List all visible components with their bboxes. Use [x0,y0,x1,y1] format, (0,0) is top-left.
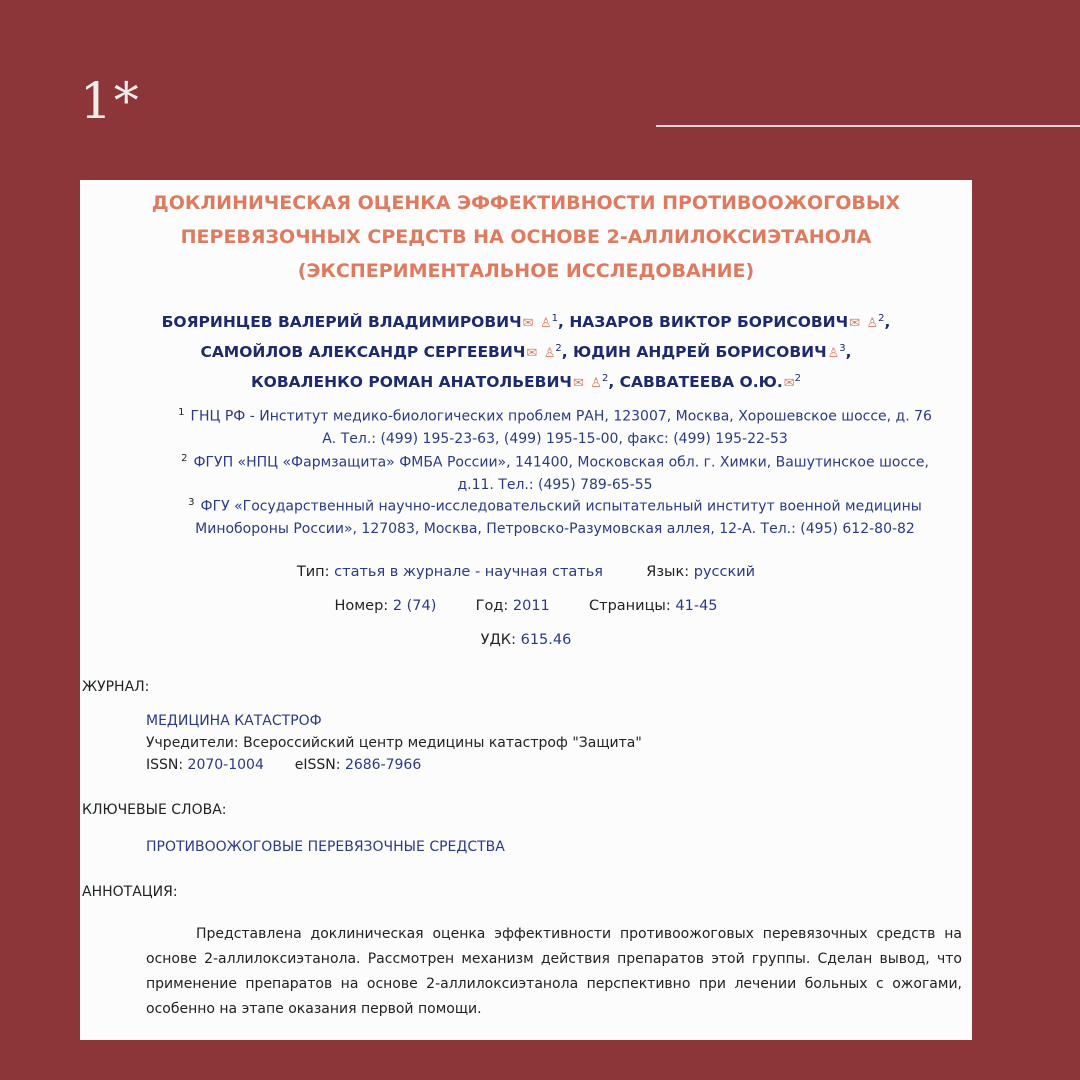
affiliation-3: $^3$ ФГУ «Государственный научно-исследовательский испытательный институт военной медицины Минобороны России», 127083, Москва, Петровско-Разумовская аллея, 12-А. Тел.: (495) 612-80-82 [188,497,922,537]
authors-list: БОЯРИНЦЕВ ВАЛЕРИЙ ВЛАДИМИРОВИЧ✉ ♙$^1$, НАЗАРОВ ВИКТОР БОРИСОВИЧ✉ ♙$^2$, САМОЙЛОВ АЛЕКСАНДР СЕРГЕЕВИЧ✉ ♙$^2$, ЮДИН АНДРЕЙ БОРИСОВИЧ♙$^3$, КОВАЛЕНКО РОМАН АНАТОЛЬЕВИЧ✉ ♙$^2$, САВВАТЕЕВА О.Ю.✉$^2$ [161,313,891,392]
title-line: (ЭКСПЕРИМЕНТАЛЬНОЕ ИССЛЕДОВАНИЕ) [297,260,755,282]
person-icon[interactable]: ♙ [827,346,840,362]
person-icon[interactable]: ♙ [590,376,602,392]
keywords-heading: КЛЮЧЕВЫЕ СЛОВА: [82,802,227,818]
meta-udc-row: УДК: 615.46 [480,632,572,648]
affiliation-2: $^2$ ФГУП «НПЦ «Фармзащита» ФМБА России», 141400, Московская обл. г. Химки, Вашутинское шоссе, д.11. Тел.: (495) 789-65-55 [181,453,929,493]
divider-line [656,125,1080,127]
mail-icon[interactable]: ✉ [526,346,538,362]
author-link[interactable]: БОЯРИНЦЕВ ВАЛЕРИЙ ВЛАДИМИРОВИЧ [161,313,522,332]
abstract-text: Представлена доклиническая оценка эффективности противоожоговых перевязочных средств на основе 2-аллилоксиэтанола. Рассмотрен механизм действия препаратов этой группы. Сделан вывод, что применение препаратов на основе 2-аллилоксиэтанола перспективно при лечении больных с ожогами, особенно на этапе оказания первой помощи. [146,926,962,1017]
author-link[interactable]: САМОЙЛОВ АЛЕКСАНДР СЕРГЕЕВИЧ [200,343,526,362]
journal-link[interactable]: МЕДИЦИНА КАТАСТРОФ [146,713,322,729]
mail-icon[interactable]: ✉ [572,376,584,392]
article-title [80,186,972,288]
journal-founders: Учредители: Всероссийский центр медицины катастроф "Защита" [146,735,642,751]
journal-block: МЕДИЦИНА КАТАСТРОФ Учредители: Всероссийский центр медицины катастроф "Защита" ISSN: 2070-1004 eISSN: 2686-7966 [146,710,642,776]
author-link[interactable]: ЮДИН АНДРЕЙ БОРИСОВИЧ [573,343,827,362]
person-icon[interactable]: ♙ [866,316,879,332]
person-icon[interactable]: ♙ [543,346,556,362]
title-line: ПЕРЕВЯЗОЧНЫХ СРЕДСТВ НА ОСНОВЕ 2-АЛЛИЛОКСИЭТАНОЛА [180,226,872,248]
title-line: ДОКЛИНИЧЕСКАЯ ОЦЕНКА ЭФФЕКТИВНОСТИ ПРОТИВООЖОГОВЫХ [151,192,901,214]
person-icon[interactable]: ♙ [539,316,552,332]
author-link[interactable]: КОВАЛЕНКО РОМАН АНАТОЛЬЕВИЧ [251,373,572,392]
affiliation-1: $^1$ ГНЦ РФ - Институт медико-биологических проблем РАН, 123007, Москва, Хорошевское шоссе, д. 76 А. Тел.: (499) 195-23-63, (499) 195-15-00, факс: (499) 195-22-53 [178,407,932,447]
issue-link[interactable]: 2 (74) [392,598,437,614]
keyword-link[interactable]: ПРОТИВООЖОГОВЫЕ ПЕРЕВЯЗОЧНЫЕ СРЕДСТВА [146,839,505,855]
author-link[interactable]: САВВАТЕЕВА О.Ю. [619,373,783,392]
mail-icon[interactable]: ✉ [522,316,534,332]
mail-icon[interactable]: ✉ [849,316,861,332]
mail-icon[interactable]: ✉ [783,376,795,392]
meta-type-row: Тип: статья в журнале - научная статья Язык: русский [296,564,756,580]
abstract-heading: АННОТАЦИЯ: [82,884,178,900]
author-link[interactable]: НАЗАРОВ ВИКТОР БОРИСОВИЧ [569,313,849,332]
slide-number: 1* [80,72,141,130]
meta-issue-row: Номер: 2 (74) Год: 2011 Страницы: 41-45 [334,598,718,614]
article-screenshot [80,180,972,1040]
journal-heading: ЖУРНАЛ: [82,679,150,695]
